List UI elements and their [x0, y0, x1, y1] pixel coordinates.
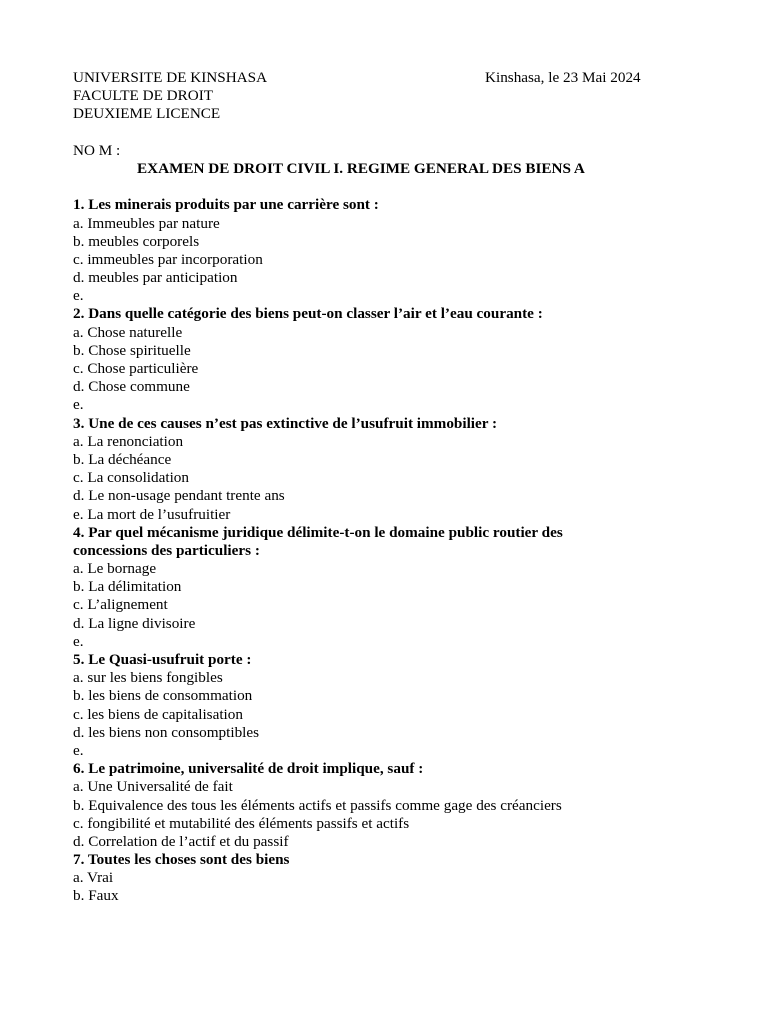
answer-option: c. La consolidation: [73, 469, 189, 487]
answer-option: d. La ligne divisoire: [73, 614, 196, 632]
question-text: 5. Le Quasi-usufruit porte :: [73, 651, 252, 668]
answer-option: b. La déchéance: [73, 450, 172, 468]
question-block: [73, 415, 673, 524]
question-text: 2. Dans quelle catégorie des biens peut-on classer l’air et l’eau courante :: [73, 305, 543, 323]
answer-option: a. La renonciation: [73, 432, 184, 450]
question-block: [73, 651, 673, 760]
answer-option: e.: [73, 287, 84, 305]
question-text: concessions des particuliers :: [73, 541, 260, 559]
question-block: [73, 851, 673, 906]
spacer: [73, 178, 673, 196]
question-block: [73, 305, 673, 414]
university-name: UNIVERSITE DE KINSHASA: [73, 69, 268, 86]
spacer: [73, 124, 673, 142]
answer-option: b. Faux: [73, 887, 119, 905]
question-text: 6. Le patrimoine, universalité de droit implique, sauf :: [73, 760, 424, 778]
question-text: 1. Les minerais produits par une carrière sont :: [73, 196, 379, 214]
answer-option: e.: [73, 632, 84, 650]
exam-date: Kinshasa, le 23 Mai 2024: [485, 69, 641, 86]
answer-option: c. Chose particulière: [73, 360, 199, 377]
answer-option: c. immeubles par incorporation: [73, 250, 263, 268]
question-block: [73, 196, 673, 305]
answer-option: b. les biens de consommation: [73, 687, 253, 705]
questions-list: [73, 196, 673, 905]
answer-option: d. Correlation de l’actif et du passif: [73, 832, 289, 850]
answer-option: e. La mort de l’usufruitier: [73, 505, 231, 523]
answer-option: b. Chose spirituelle: [73, 341, 191, 359]
answer-option: d. Chose commune: [73, 378, 190, 396]
answer-option: d. Le non-usage pendant trente ans: [73, 487, 285, 505]
exam-title: EXAMEN DE DROIT CIVIL I. REGIME GENERAL DES BIENS A: [137, 159, 585, 177]
answer-option: e.: [73, 396, 84, 414]
study-level: DEUXIEME LICENCE: [73, 105, 221, 123]
answer-option: c. fongibilité et mutabilité des éléments passifs et actifs: [73, 814, 410, 832]
answer-option: b. meubles corporels: [73, 232, 200, 250]
answer-option: c. L’alignement: [73, 596, 168, 614]
question-text: 7. Toutes les choses sont des biens: [73, 851, 290, 869]
answer-option: d. meubles par anticipation: [73, 269, 238, 287]
answer-option: a. Chose naturelle: [73, 323, 183, 341]
answer-option: d. les biens non consomptibles: [73, 723, 260, 741]
answer-option: b. Equivalence des tous les éléments actifs et passifs comme gage des créanciers: [73, 796, 562, 814]
header-top-row: [73, 69, 673, 87]
answer-option: a. Immeubles par nature: [73, 214, 220, 232]
exam-document: [73, 69, 673, 906]
answer-option: e.: [73, 741, 84, 759]
answer-option: c. les biens de capitalisation: [73, 705, 243, 723]
question-text: 3. Une de ces causes n’est pas extinctive de l’usufruit immobilier :: [73, 414, 498, 432]
answer-option: a. Vrai: [73, 869, 114, 887]
question-block: [73, 760, 673, 851]
answer-option: a. sur les biens fongibles: [73, 669, 223, 687]
question-block: [73, 524, 673, 651]
student-name-label: NO M :: [73, 141, 121, 159]
answer-option: a. Le bornage: [73, 560, 157, 578]
question-text: 4. Par quel mécanisme juridique délimite-t-on le domaine public routier des: [73, 523, 563, 541]
answer-option: a. Une Universalité de fait: [73, 778, 233, 796]
answer-option: b. La délimitation: [73, 578, 182, 596]
faculty-name: FACULTE DE DROIT: [73, 87, 214, 105]
